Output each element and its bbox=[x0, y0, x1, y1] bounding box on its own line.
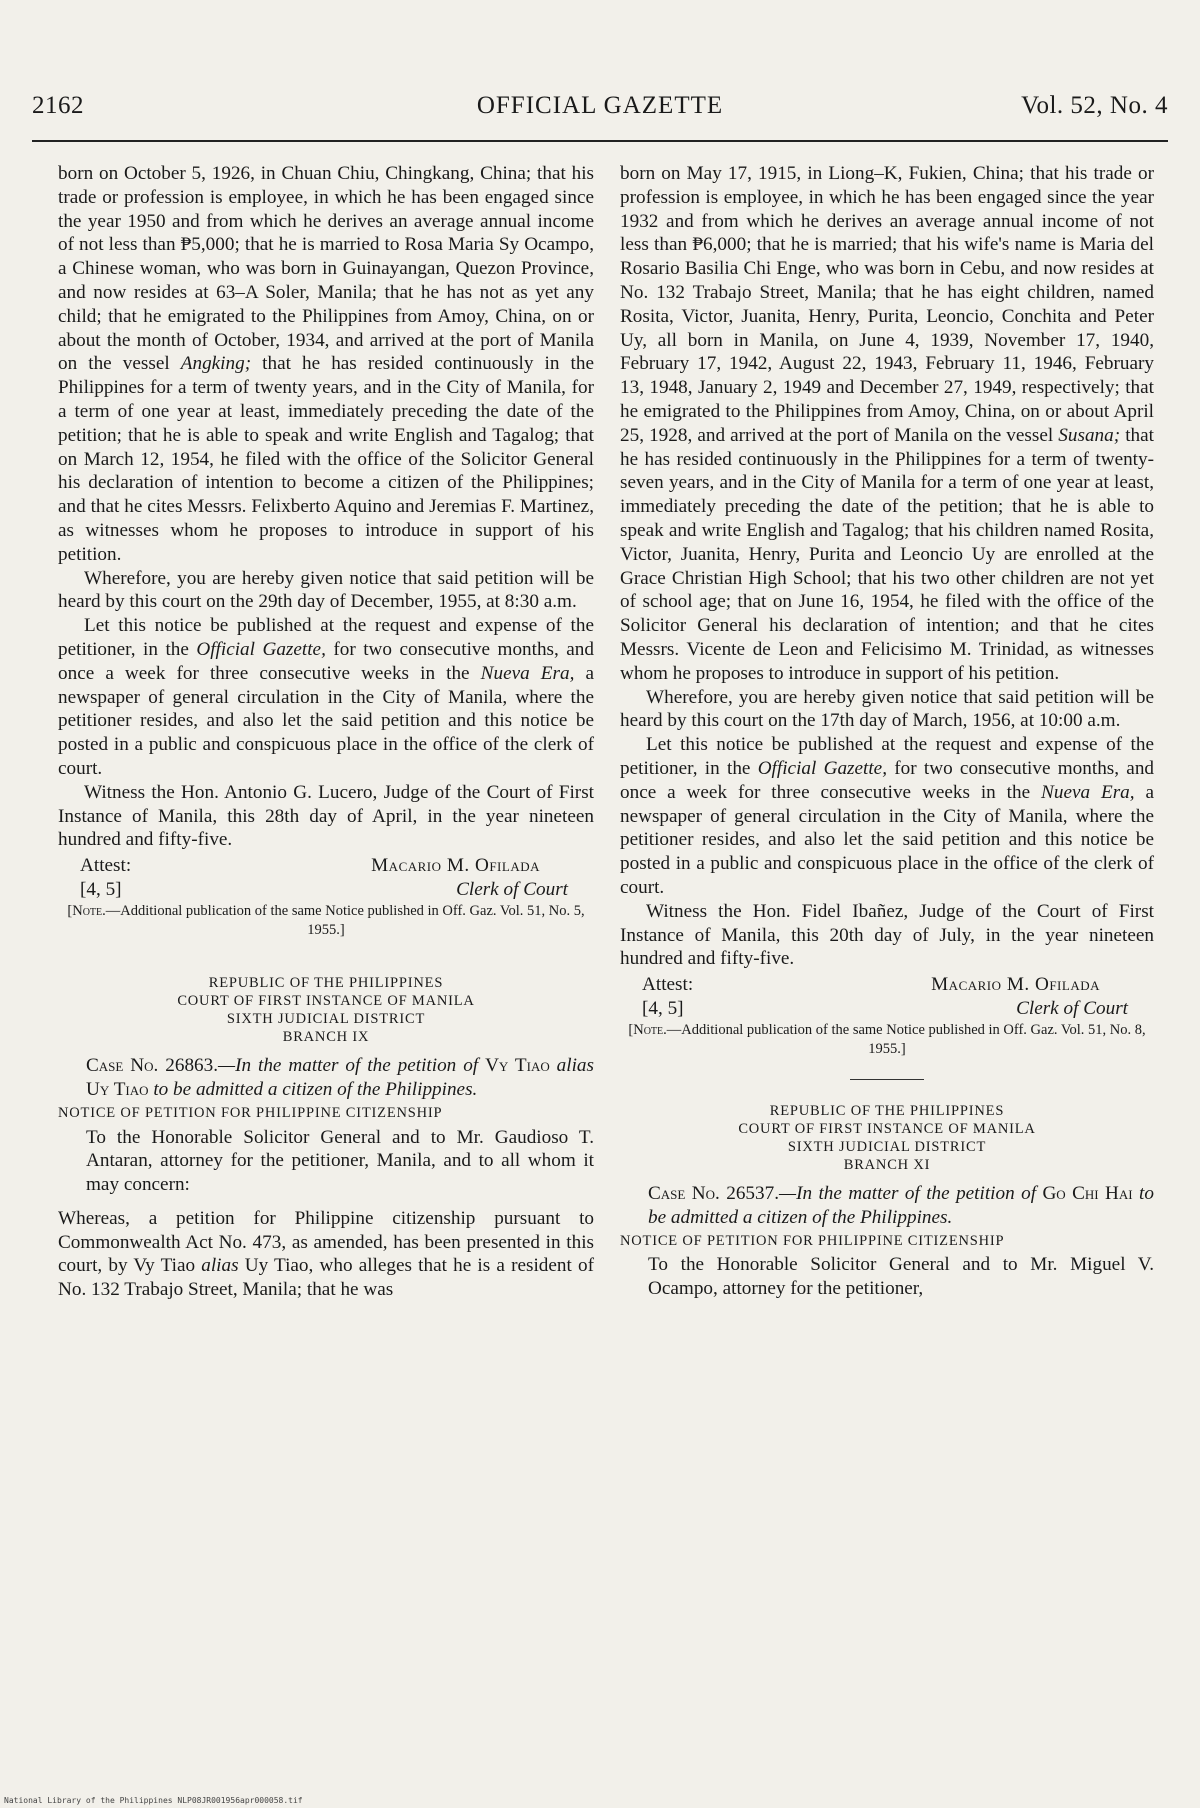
right-addressee: To the Honorable Solicitor General and to Mr. Miguel V. Ocampo, attorney for the petitioner, bbox=[648, 1254, 1154, 1300]
left-hearing-notice: Wherefore, you are hereby given notice that said petition will be heard by this court on the 29th day of December, 1955, at 8:30 a.m. bbox=[58, 567, 594, 613]
volume-issue: Vol. 52, No. 4 bbox=[1021, 92, 1168, 119]
right-court-heading: REPUBLIC OF THE PHILIPPINES COURT OF FIRST INSTANCE OF MANILA SIXTH JUDICIAL DISTRICT BRANCH XI bbox=[738, 1103, 1036, 1174]
attest-label: Attest: bbox=[642, 974, 694, 996]
right-hearing-notice: Wherefore, you are hereby given notice that said petition will be heard by this court on the 17th day of March, 1956, at 10:00 a.m. bbox=[620, 686, 1154, 732]
scan-footer: National Library of the Philippines NLP08JR001956apr000058.tif bbox=[4, 1796, 303, 1805]
clerk-name: Macario M. Ofilada bbox=[931, 974, 1100, 996]
attest-label: Attest: bbox=[80, 855, 132, 877]
right-case-caption: Case No. 26537.—In the matter of the petition of Go Chi Hai to be admitted a citizen of the Philippines. bbox=[648, 1183, 1154, 1228]
right-witness: Witness the Hon. Fidel Ibañez, Judge of the Court of First Instance of Manila, this 20th day of July, in the year nineteen hundred and fifty-five. bbox=[620, 900, 1154, 970]
page-header bbox=[32, 92, 1168, 132]
clerk-name: Macario M. Ofilada bbox=[371, 855, 540, 877]
right-publication-order: Let this notice be published at the request and expense of the petitioner, in the Official Gazette, for two consecutive months, and once a week for three consecutive weeks in the Nueva Era, a newspaper of general circulation in the City of Manila, where the petitioner resides, and also let the said petition and this notice be posted in a public and conspicuous place in the office of the clerk of court. bbox=[620, 734, 1155, 898]
left-signature-block bbox=[58, 854, 594, 902]
left-paragraph-1: born on October 5, 1926, in Chuan Chiu, Chingkang, China; that his trade or profession is employee, in which he has been engaged since the year 1950 and from which he derives an average annual income of not less than ₱5,000; that he is married to Rosa Maria Sy Ocampo, a Chinese woman, who was born in Guinayangan, Quezon Province, and now resides at 63–A Soler, Manila; that he has not as yet any child; that he emigrated to the Philippines from Amoy, China, on or about the month of October, 1934, and arrived at the port of Manila on the vessel Angking; that he has resided continuously in the Philippines for a term of twenty years, and in the City of Manila, for a term of one year at least, immediately preceding the date of the petition; that he is able to speak and write English and Tagalog; that on March 12, 1954, he filed with the office of the Solicitor General his declaration of intention to become a citizen of the Philippines; and that he cites Messrs. Felixberto Aquino and Jeremias F. Martinez, as witnesses whom he proposes to introduce in support of his petition. bbox=[58, 163, 594, 565]
left-notice-heading: NOTICE OF PETITION FOR PHILIPPINE CITIZENSHIP bbox=[58, 1104, 443, 1121]
clerk-title: Clerk of Court bbox=[1016, 998, 1128, 1020]
issue-ref: [4, 5] bbox=[80, 879, 122, 901]
left-court-heading: REPUBLIC OF THE PHILIPPINES COURT OF FIRST INSTANCE OF MANILA SIXTH JUDICIAL DISTRICT BRANCH IX bbox=[177, 975, 475, 1046]
left-addressee: To the Honorable Solicitor General and to Mr. Gaudioso T. Antaran, attorney for the petitioner, Manila, and to all whom it may concern: bbox=[86, 1126, 594, 1196]
page-number: 2162 bbox=[32, 92, 84, 119]
right-note: [Note.—Additional publication of the same Notice published in Off. Gaz. Vol. 51, No. 8, 1955.] bbox=[628, 1022, 1146, 1058]
left-witness: Witness the Hon. Antonio G. Lucero, Judge of the Court of First Instance of Manila, this 28th day of April, in the year nineteen hundred and fifty-five. bbox=[58, 781, 594, 851]
left-whereas: Whereas, a petition for Philippine citizenship pursuant to Commonwealth Act No. 473, as amended, has been presented in this court, by Vy Tiao alias Uy Tiao, who alleges that he is a resident of No. 132 Trabajo Street, Manila; that he was bbox=[58, 1207, 594, 1301]
issue-ref: [4, 5] bbox=[642, 998, 684, 1020]
left-case-caption: Case No. 26863.—In the matter of the petition of Vy Tiao alias Uy Tiao to be admitted a citizen of the Philippines. bbox=[86, 1055, 594, 1100]
right-signature-block bbox=[620, 973, 1154, 1021]
left-note: [Note.—Additional publication of the same Notice published in Off. Gaz. Vol. 51, No. 5, 1955.] bbox=[67, 903, 585, 939]
left-column bbox=[58, 162, 594, 1302]
left-publication-order: Let this notice be published at the request and expense of the petitioner, in the Official Gazette, for two consecutive months, and once a week for three consecutive weeks in the Nueva Era, a newspaper of general circulation in the City of Manila, where the petitioner resides, and also let the said petition and this notice be posted in a public and conspicuous place in the office of the clerk of court. bbox=[58, 615, 594, 779]
right-paragraph-1: born on May 17, 1915, in Liong–K, Fukien, China; that his trade or profession is employee, in which he has been engaged since the year 1932 and from which he derives an average annual income of not less than ₱6,000; that he is married; that his wife's name is Maria del Rosario Basilia Chi Enge, who was born in Cebu, and now resides at No. 132 Trabajo Street, Manila; that he has eight children, named Rosita, Victor, Juanita, Henry, Purita, Leoncio, Conchita and Peter Uy, all born in Manila, on June 4, 1939, November 17, 1940, February 17, 1942, August 22, 1943, February 11, 1946, February 13, 1948, January 2, 1949 and December 27, 1949, respectively; that he emigrated to the Philippines from Amoy, China, on or about April 25, 1928, and arrived at the port of Manila on the vessel Susana; that he has resided continuously in the Philippines for a term of twenty-seven years, and in the City of Manila for a term of one year at least, immediately preceding the date of the petition; that he is able to speak and write English and Tagalog; that his children named Rosita, Victor, Juanita, Henry, Purita and Leoncio Uy are enrolled at the Grace Christian High School; that his two other children are not yet of school age; that on June 16, 1954, he filed with the office of the Solicitor General his declaration of intention; and that he cites Messrs. Vicente de Leon and Felicisimo M. Trinidad, as witnesses whom he proposes to introduce in support of his petition. bbox=[620, 163, 1154, 684]
publication-title: OFFICIAL GAZETTE bbox=[476, 92, 724, 119]
right-column bbox=[620, 162, 1154, 1301]
clerk-title: Clerk of Court bbox=[456, 879, 568, 901]
header-rule bbox=[32, 140, 1168, 142]
right-notice-heading: NOTICE OF PETITION FOR PHILIPPINE CITIZENSHIP bbox=[620, 1232, 1005, 1249]
